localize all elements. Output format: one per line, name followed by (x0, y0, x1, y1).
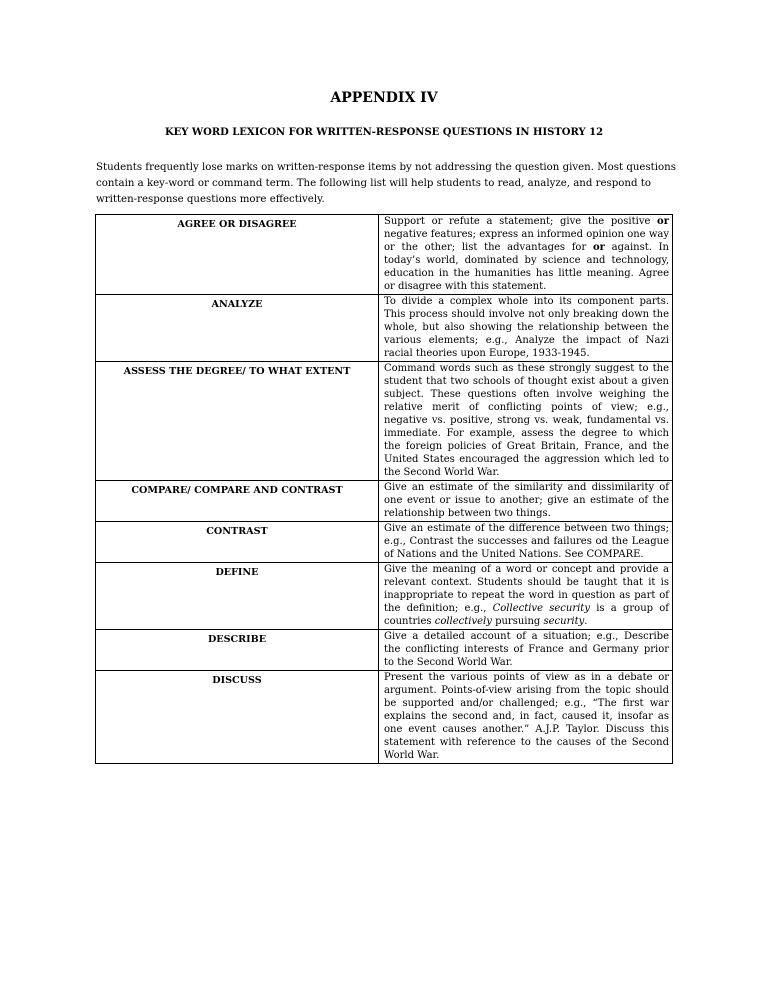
table-row (96, 481, 673, 522)
key-word-definition: Present the various points of view as in a debate or argument. Points-of-view arising from the topic should be supported and/or challenged; e.g., “The first war explains the second and, in fact, caused it, insofar as one event causes another.” A.J.P. Taylor. Discuss this statement with reference to the causes of the Second World War. (379, 671, 673, 764)
key-word-term: DESCRIBE (96, 630, 379, 671)
key-word-definition: Give an estimate of the similarity and dissimilarity of one event or issue to another; give an estimate of the relationship between two things. (379, 481, 673, 522)
key-word-term: COMPARE/ COMPARE AND CONTRAST (96, 481, 379, 522)
key-word-term: AGREE OR DISAGREE (96, 215, 379, 295)
table-row (96, 630, 673, 671)
table-row (96, 295, 673, 362)
key-word-definition: Command words such as these strongly suggest to the student that two schools of thought exist about a given subject. These questions often involve weighing the relative merit of conflicting points of view; e.g., negative vs. positive, strong vs. weak, fundamental vs. immediate. For example, assess the degree to which the foreign policies of Great Britain, France, and the United States encouraged the aggression which led to the Second World War. (379, 362, 673, 481)
key-word-definition: Give an estimate of the difference between two things; e.g., Contrast the successes and failures od the League of Nations and the United Nations. See COMPARE. (379, 522, 673, 563)
table-row (96, 671, 673, 764)
key-word-term: ANALYZE (96, 295, 379, 362)
table-row (96, 215, 673, 295)
lexicon-table-body (96, 215, 673, 764)
key-word-definition: To divide a complex whole into its component parts. This process should involve not only breaking down the whole, but also showing the relationship between the various elements; e.g., Analyze the impact of Nazi racial theories upon Europe, 1933-1945. (379, 295, 673, 362)
page-subtitle: KEY WORD LEXICON FOR WRITTEN-RESPONSE QUESTIONS IN HISTORY 12 (164, 127, 604, 138)
table-row (96, 563, 673, 630)
key-word-term: DEFINE (96, 563, 379, 630)
key-word-definition: Give the meaning of a word or concept and provide a relevant context. Students should be taught that it is inappropriate to repeat the word in question as part of the definition; e.g., Collective security is a group of countries collectively pursuing security. (379, 563, 673, 630)
key-word-definition: Support or refute a statement; give the positive or negative features; express an informed opinion one way or the other; list the advantages for or against. In today’s world, dominated by science and technology, education in the humanities has little meaning. Agree or disagree with this statement. (379, 215, 673, 295)
intro-paragraph: Students frequently lose marks on written-response items by not addressing the question given. Most questions contain a key-word or command term. The following list will help students to read, analyze, and respond to written-response questions more effectively. (96, 162, 676, 205)
key-word-term: ASSESS THE DEGREE/ TO WHAT EXTENT (96, 362, 379, 481)
key-word-term: CONTRAST (96, 522, 379, 563)
key-word-term: DISCUSS (96, 671, 379, 764)
lexicon-table (95, 214, 673, 764)
table-row (96, 522, 673, 563)
page-title: APPENDIX IV (330, 90, 438, 106)
table-row (96, 362, 673, 481)
key-word-definition: Give a detailed account of a situation; e.g., Describe the conflicting interests of France and Germany prior to the Second World War. (379, 630, 673, 671)
